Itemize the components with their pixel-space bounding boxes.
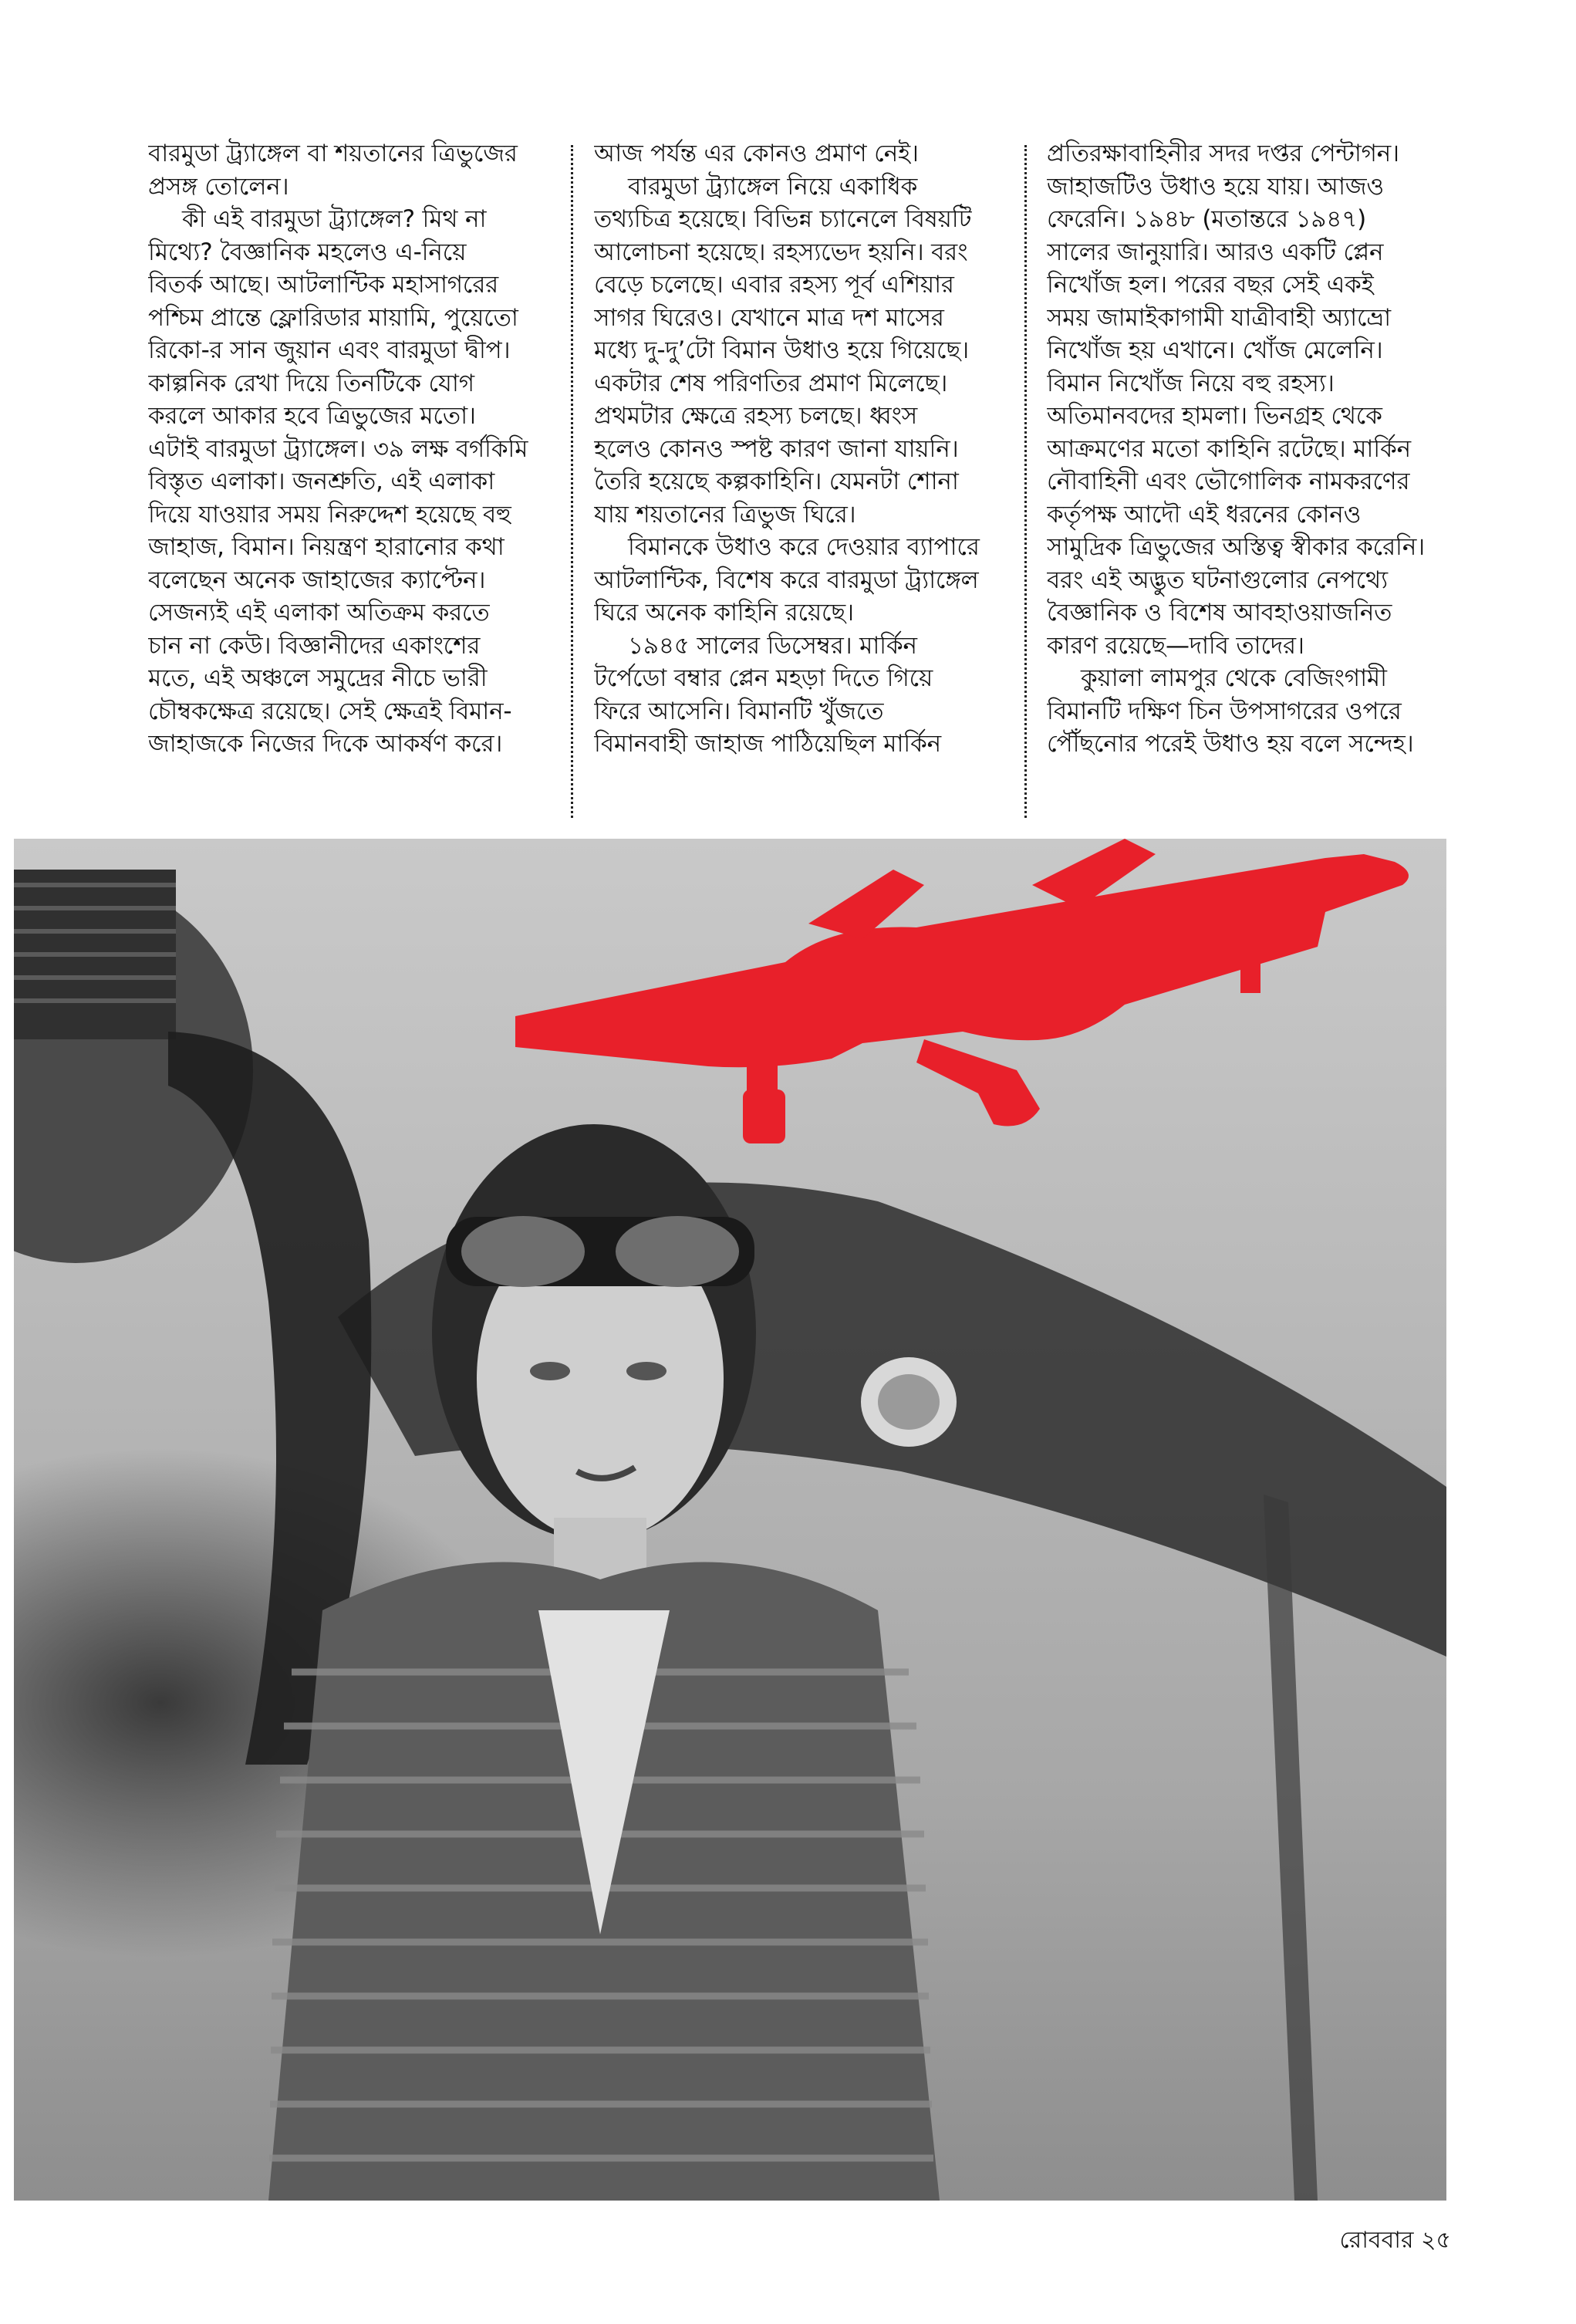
text-line: কারণ রয়েছে—দাবি তাদের।	[1047, 631, 1304, 660]
text-line: আজ পর্যন্ত এর কোনও প্রমাণ নেই।	[594, 140, 919, 167]
text-line: নৌবাহিনী এবং ভৌগোলিক নামকরণের	[1047, 468, 1410, 495]
text-line: আটলান্টিক, বিশেষ করে বারমুডা ট্র্যাঙ্গেল	[594, 566, 979, 594]
text-line: মধ্যে দু-দু’টো বিমান উধাও হয়ে গিয়েছে।	[594, 336, 969, 364]
text-line: মিথ্যে? বৈজ্ঞানিক মহলেও এ-নিয়ে	[148, 238, 467, 266]
text-line: কর্তৃপক্ষ আদৌ এই ধরনের কোনও	[1047, 500, 1362, 529]
text-line: জাহাজটিও উধাও হয়ে যায়। আজও	[1047, 172, 1384, 201]
text-line: বেড়ে চলেছে। এবার রহস্য পূর্ব এশিয়ার	[594, 271, 954, 299]
text-line: বারমুডা ট্র্যাঙ্গেল বা শয়তানের ত্রিভুজের	[148, 140, 518, 167]
text-line: পৌঁছনোর পরেই উধাও হয় বলে সন্দেহ।	[1047, 730, 1414, 758]
text-line: প্রতিরক্ষাবাহিনীর সদর দপ্তর পেন্টাগন।	[1047, 140, 1399, 167]
text-line: বিস্তৃত এলাকা। জনশ্রুতি, এই এলাকা	[148, 468, 495, 495]
text-line: বলেছেন অনেক জাহাজের ক্যাপ্টেন।	[148, 566, 486, 594]
text-line: বারমুডা ট্র্যাঙ্গেল নিয়ে একাধিক	[628, 172, 918, 201]
text-line: বিমান নিখোঁজ নিয়ে বহু রহস্য।	[1047, 369, 1335, 397]
text-line: সালের জানুয়ারি। আরও একটি প্লেন	[1047, 238, 1384, 266]
text-line: একটার শেষ পরিণতির প্রমাণ মিলেছে।	[594, 369, 948, 397]
text-line: কুয়ালা লামপুর থেকে বেজিংগামী	[1081, 664, 1387, 692]
text-line: সামুদ্রিক ত্রিভুজের অস্তিত্ব স্বীকার করেনি।	[1047, 533, 1426, 561]
text-line: হলেও কোনও স্পষ্ট কারণ জানা যায়নি।	[594, 434, 959, 463]
text-line: সাগর ঘিরেও। যেখানে মাত্র দশ মাসের	[594, 303, 944, 332]
text-line: বিতর্ক আছে। আটলান্টিক মহাসাগরের	[148, 271, 499, 299]
text-line: জাহাজকে নিজের দিকে আকর্ষণ করে।	[148, 730, 503, 758]
text-column-2	[594, 137, 1003, 816]
text-line: করলে আকার হবে ত্রিভুজের মতো।	[148, 402, 476, 430]
text-line: নিখোঁজ হল। পরের বছর সেই একই	[1047, 271, 1374, 299]
text-line: তথ্যচিত্র হয়েছে। বিভিন্ন চ্যানেলে বিষয়টি	[594, 205, 972, 233]
text-line: বিমানকে উধাও করে দেওয়ার ব্যাপারে	[628, 533, 980, 561]
text-line: আলোচনা হয়েছে। রহস্যভেদ হয়নি। বরং	[594, 238, 968, 266]
text-line: রিকো-র সান জুয়ান এবং বারমুডা দ্বীপ।	[148, 336, 511, 364]
text-line: এটাই বারমুডা ট্র্যাঙ্গেল। ৩৯ লক্ষ বর্গকিমি	[148, 434, 528, 463]
text-line: অতিমানবদের হামলা। ভিনগ্রহ থেকে	[1047, 402, 1382, 430]
text-line: প্রসঙ্গ তোলেন।	[148, 172, 289, 201]
text-line: ফেরেনি। ১৯৪৮ (মতান্তরে ১৯৪৭)	[1047, 205, 1367, 233]
text-line: ঘিরে অনেক কাহিনি রয়েছে।	[594, 599, 854, 627]
text-line: বৈজ্ঞানিক ও বিশেষ আবহাওয়াজনিত	[1047, 599, 1392, 627]
text-line: তৈরি হয়েছে কল্পকাহিনি। যেমনটা শোনা	[594, 468, 959, 495]
text-line: সময় জামাইকাগামী যাত্রীবাহী অ্যাভ্রো	[1047, 303, 1391, 332]
column-divider-1	[571, 145, 573, 818]
text-line: ১৯৪৫ সালের ডিসেম্বর। মার্কিন	[628, 631, 917, 660]
column-divider-2	[1024, 145, 1027, 818]
page-folio: রোববার ২৫	[1339, 2227, 1451, 2254]
text-line: কী এই বারমুডা ট্র্যাঙ্গেল? মিথ না	[182, 205, 487, 233]
text-line: প্রথমটার ক্ষেত্রে রহস্য চলছে। ধ্বংস	[594, 402, 918, 430]
text-line: জাহাজ, বিমান। নিয়ন্ত্রণ হারানোর কথা	[148, 533, 505, 561]
aviator-photo	[14, 839, 1446, 2201]
text-column-3	[1047, 137, 1448, 816]
text-line: চান না কেউ। বিজ্ঞানীদের একাংশের	[148, 631, 481, 660]
text-line: পশ্চিম প্রান্তে ফ্লোরিডার মায়ামি, পুয়েতো	[148, 303, 518, 332]
text-line: বিমানটি দক্ষিণ চিন উপসাগরের ওপরে	[1047, 697, 1402, 725]
red-airplane-silhouette	[515, 839, 1409, 1143]
text-line: ফিরে আসেনি। বিমানটি খুঁজতে	[594, 697, 884, 725]
text-line: সেজন্যই এই এলাকা অতিক্রম করতে	[148, 599, 490, 627]
text-column-1	[148, 137, 542, 816]
text-line: কাল্পনিক রেখা দিয়ে তিনটিকে যোগ	[148, 369, 474, 397]
text-line: দিয়ে যাওয়ার সময় নিরুদ্দেশ হয়েছে বহু	[148, 500, 511, 529]
text-line: আক্রমণের মতো কাহিনি রটেছে। মার্কিন	[1047, 434, 1411, 463]
text-line: যায় শয়তানের ত্রিভুজ ঘিরে।	[594, 500, 856, 529]
text-line: মতে, এই অঞ্চলে সমুদ্রের নীচে ভারী	[148, 664, 488, 692]
text-line: বরং এই অদ্ভুত ঘটনাগুলোর নেপথ্যে	[1047, 566, 1388, 594]
text-line: টর্পেডো বম্বার প্লেন মহড়া দিতে গিয়ে	[594, 664, 933, 692]
text-line: চৌম্বকক্ষেত্র রয়েছে। সেই ক্ষেত্রই বিমান-	[148, 697, 512, 725]
text-line: বিমানবাহী জাহাজ পাঠিয়েছিল মার্কিন	[594, 730, 941, 758]
text-line: নিখোঁজ হয় এখানে। খোঁজ মেলেনি।	[1047, 336, 1383, 364]
